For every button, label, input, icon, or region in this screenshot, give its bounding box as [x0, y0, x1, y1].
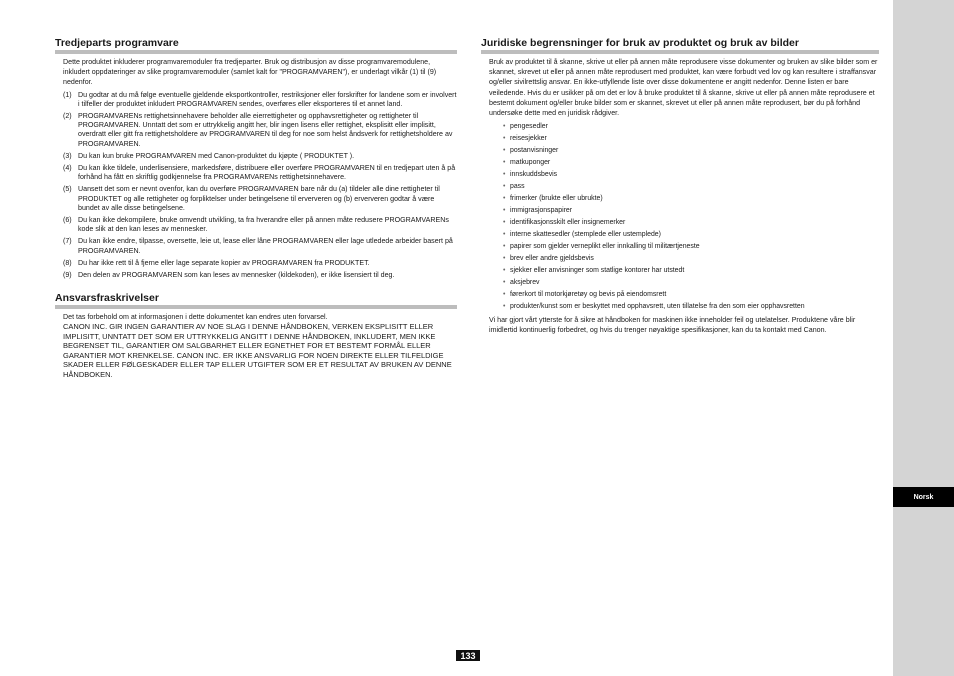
list-item — [503, 169, 879, 181]
list-item — [503, 133, 879, 145]
list-item-text: brev eller andre gjeldsbevis — [510, 255, 594, 263]
list-item — [503, 265, 879, 277]
terms-list-item — [63, 216, 457, 234]
third-party-terms-list — [63, 91, 457, 281]
list-item-text: interne skattesedler (stemplede eller ustemplede) — [510, 231, 661, 239]
list-item — [503, 241, 879, 253]
term-number: (5) — [63, 185, 72, 194]
list-item — [503, 217, 879, 229]
legal-restrictions-intro: Bruk av produktet til å skanne, skrive ut eller på annen måte reprodusere visse dokumenter og bruken av slike bilder som er skannet, skrevet ut eller på annen måte reprodusert med produktet, kan være forbudt ved lov og kan resultere i straffansvar og/eller sivilrettslig ansvar. En ikke-utfyllende liste over disse dokumentene er angitt nedenfor. Denne listen er bare veiledende. Hvis du er usikker på om det er lov å bruke produktet til å skanne, skrive ut eller på annen måte reprodusere et bestemt dokument og/eller bruke bilder som er skannet, skrevet ut eller på annen måte reprodusert, bør du på forhånd undersøke dette med en juridisk rådgiver. — [489, 58, 878, 118]
list-item-text: postanvisninger — [510, 147, 559, 155]
list-item — [503, 277, 879, 289]
term-text: PROGRAMVARENs rettighetsinnehavere beholder alle eierrettigheter og opphavsrettigheter og rettigheter til PROGRAMVAREN. Unntatt det som er uttrykkelig angitt her, blir ingen lisens eller rettighet, eksplisitt eller implisitt, overdratt eller gitt fra rettighetsholdere av PROGRAMVAREN til deg for noe som helst åndsverk for rettighetsholdere av PROGRAMVAREN. — [78, 112, 453, 148]
terms-list-item — [63, 237, 457, 255]
bullet-icon: • — [503, 147, 506, 155]
disclaimer-notice: Det tas forbehold om at informasjonen i dette dokumentet kan endres uten forvarsel. — [63, 313, 328, 322]
term-text: Du har ikke rett til å fjerne eller lage separate kopier av PROGRAMVAREN fra PRODUKTET. — [78, 258, 370, 267]
list-item — [503, 145, 879, 157]
section-heading-third-party-software: Tredjeparts programvare — [55, 37, 457, 54]
bullet-icon: • — [503, 135, 506, 143]
third-party-intro: Dette produktet inkluderer programvaremoduler fra tredjeparter. Bruk og distribusjon av disse programvaremodulene, inkludert oppdateringer av slike programvaremoduler (samlet kalt for "PROGRAMVAREN"), er underlagt vilkår (1) til (9) nedenfor. — [63, 58, 437, 87]
terms-list-item — [63, 271, 457, 280]
bullet-icon: • — [503, 195, 506, 203]
bullet-icon: • — [503, 255, 506, 263]
term-number: (6) — [63, 216, 72, 225]
side-margin-bar — [893, 0, 954, 676]
bullet-icon: • — [503, 243, 506, 251]
term-text: Den delen av PROGRAMVAREN som kan leses av mennesker (kildekoden), er ikke lisensiert til deg. — [78, 271, 395, 280]
list-item-text: aksjebrev — [510, 279, 540, 287]
term-text: Du kan ikke endre, tilpasse, oversette, leie ut, lease eller låne PROGRAMVAREN eller lage utledede arbeider basert på PROGRAMVAREN. — [78, 237, 453, 255]
term-number: (4) — [63, 164, 72, 173]
page-number: 133 — [456, 650, 480, 661]
left-column — [55, 37, 457, 382]
list-item — [503, 205, 879, 217]
language-tab[interactable]: Norsk — [893, 487, 954, 507]
bullet-icon: • — [503, 159, 506, 167]
bullet-icon: • — [503, 207, 506, 215]
list-item — [503, 181, 879, 193]
list-item — [503, 301, 879, 313]
term-number: (7) — [63, 237, 72, 246]
list-item-text: innskuddsbevis — [510, 171, 558, 179]
term-number: (9) — [63, 271, 72, 280]
list-item — [503, 193, 879, 205]
terms-list-item — [63, 185, 457, 213]
terms-list-item — [63, 112, 457, 149]
list-item-text: matkuponger — [510, 159, 551, 167]
list-item — [503, 121, 879, 133]
list-item-text: pass — [510, 183, 525, 191]
section-heading-disclaimers: Ansvarsfraskrivelser — [55, 292, 457, 309]
terms-list-item — [63, 91, 457, 109]
list-item-text: immigrasjonspapirer — [510, 207, 573, 215]
term-text: Du kan ikke dekompilere, bruke omvendt utvikling, ta fra hverandre eller på annen måte redusere PROGRAMVARENs kode slik at den kan leses av mennesker. — [78, 216, 449, 234]
section-heading-legal-restrictions: Juridiske begrensninger for bruk av produktet og bruk av bilder — [481, 37, 879, 54]
term-text: Uansett det som er nevnt ovenfor, kan du overføre PROGRAMVAREN bare når du (a) tildeler alle dine rettigheter til PRODUKTET og alle rettigheter og forpliktelser under betingelsene til erververen og (b) erververen godtar å være bundet av alle disse betingelsene. — [78, 185, 440, 212]
list-item-text: reisesjekker — [510, 135, 547, 143]
list-item — [503, 157, 879, 169]
bullet-icon: • — [503, 279, 506, 287]
bullet-icon: • — [503, 183, 506, 191]
list-item-text: identifikasjonsskilt eller insignemerker — [510, 219, 626, 227]
term-text: Du kan ikke tildele, underlisensiere, markedsføre, distribuere eller overføre PROGRAMVAREN til en tredjepart uten å på forhånd ha fått en skriftlig godkjennelse fra PROGRAMVARENs rettighetsinnehavere. — [78, 164, 456, 182]
disclaimer-warranty-text: CANON INC. GIR INGEN GARANTIER AV NOE SLAG I DENNE HÅNDBOKEN, VERKEN EKSPLISITT ELLER IMPLISITT, UNNTATT DET SOM ER UTTRYKKELIG ANGITT I DENNE HÅNDBOKEN, INKLUDERT, MEN IKKE BEGRENSET TIL, GARANTIER OM SALGBARHET ELLER EGNETHET FOR ET BESTEMT FORMÅL ELLER GARANTIER MOT KRENKELSE. CANON INC. ER IKKE ANSVARLIG FOR NOEN DIREKTE ELLER TILFELDIGE SKADER ELLER FØLGESKADER ELLER TAP ELLER UTGIFTER SOM ER ET RESULTAT AV BRUKEN AV DENNE HÅNDBOKEN. — [63, 322, 452, 379]
legal-restrictions-outro: Vi har gjort vårt ytterste for å sikre at håndboken for maskinen ikke inneholder feil og utelatelser. Produktene våre blir imidlertid kontinuerlig forbedret, og hvis du trenger nøyaktige spesifikasjoner, kan du ta kontakt med Canon. — [489, 316, 856, 335]
terms-list-item — [63, 164, 457, 182]
list-item — [503, 253, 879, 265]
bullet-icon: • — [503, 267, 506, 275]
list-item — [503, 229, 879, 241]
term-number: (1) — [63, 90, 72, 99]
terms-list-item — [63, 259, 457, 268]
bullet-icon: • — [503, 219, 506, 227]
term-number: (3) — [63, 151, 72, 160]
bullet-icon: • — [503, 171, 506, 179]
bullet-icon: • — [503, 303, 506, 311]
list-item — [503, 289, 879, 301]
bullet-icon: • — [503, 123, 506, 131]
bullet-icon: • — [503, 291, 506, 299]
bullet-icon: • — [503, 231, 506, 239]
term-number: (2) — [63, 112, 72, 121]
restricted-documents-list — [503, 121, 879, 313]
term-number: (8) — [63, 258, 72, 267]
list-item-text: frimerker (brukte eller ubrukte) — [510, 195, 603, 203]
list-item-text: pengesedler — [510, 123, 548, 131]
term-text: Du kan kun bruke PROGRAMVAREN med Canon-produktet du kjøpte ( PRODUKTET ). — [78, 151, 355, 160]
list-item-text: sjekker eller anvisninger som statlige kontorer har utstedt — [510, 267, 685, 275]
list-item-text: produkter/kunst som er beskyttet med opphavsrett, uten tillatelse fra den som eier opphavsretten — [510, 303, 805, 311]
list-item-text: papirer som gjelder verneplikt eller innkalling til militærtjeneste — [510, 243, 700, 251]
term-text: Du godtar at du må følge eventuelle gjeldende eksportkontroller, restriksjoner eller forskrifter for landene som er involvert i tilfeller der produktet inkludert PROGRAMVAREN sendes, overføres eller eksporteres til et annet land. — [78, 90, 457, 108]
section-spacer — [55, 283, 457, 292]
terms-list-item — [63, 152, 457, 161]
list-item-text: førerkort til motorkjøretøy og bevis på eiendomsrett — [510, 291, 667, 299]
right-column — [481, 37, 879, 339]
